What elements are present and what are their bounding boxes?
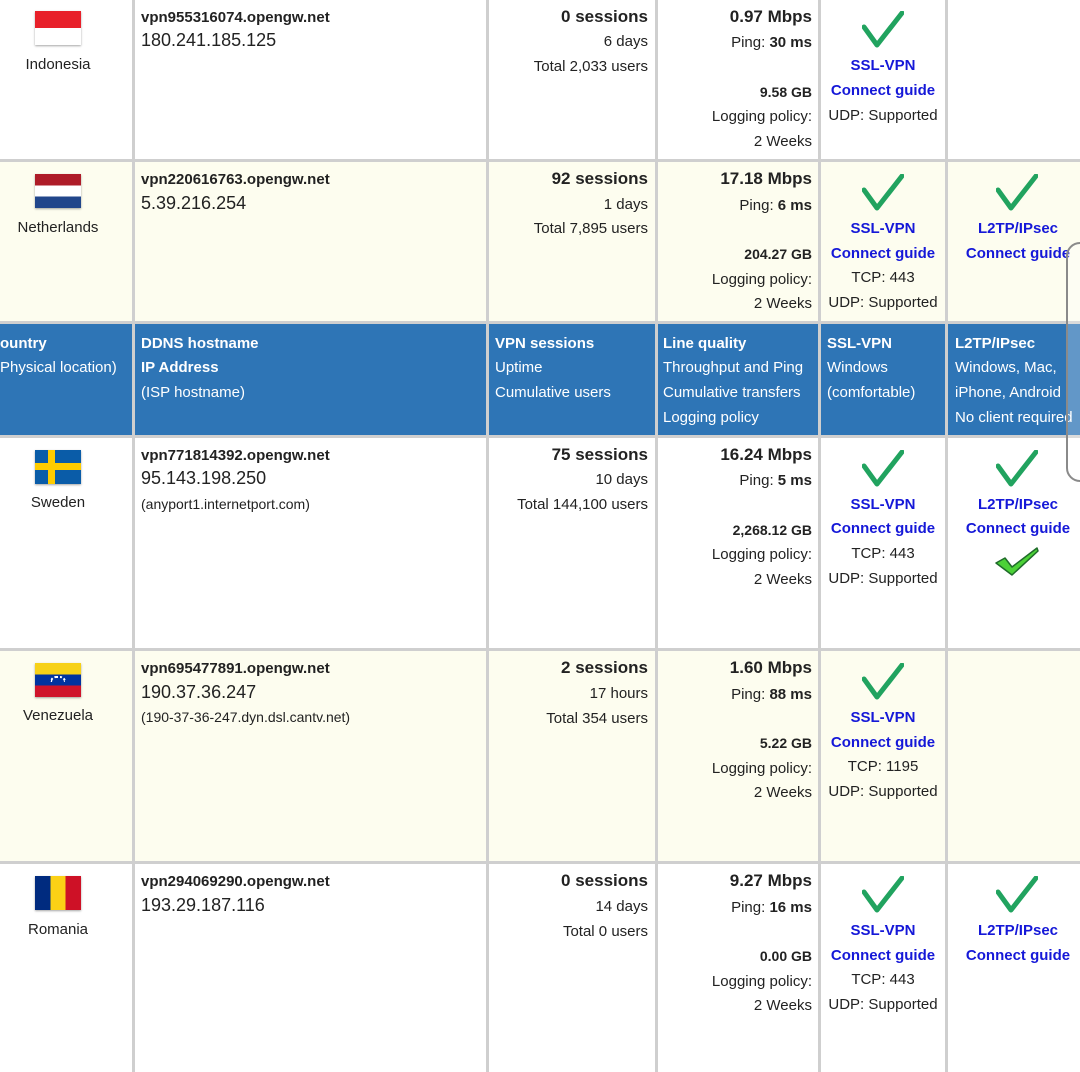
l2tp-connect-guide-link[interactable]: Connect guide [965,245,1071,262]
flag-venezuela-icon [35,663,81,697]
l2tp-checkmark-icon [996,876,1038,914]
header-uptime: Uptime [495,359,543,376]
logging-policy-value: 2 Weeks [753,571,812,588]
column-divider [486,0,489,1072]
ssl-checkmark-icon [862,174,904,212]
throughput: 16.24 Mbps [720,445,812,464]
ddns-hostname: vpn695477891.opengw.net [141,660,330,677]
l2tp-ipsec-link[interactable]: L2TP/IPsec [977,496,1059,513]
row-divider [0,435,1080,438]
ssl-checkmark-icon [862,876,904,914]
l2tp-connect-guide-link[interactable]: Connect guide [965,947,1071,964]
l2tp-ipsec-link[interactable]: L2TP/IPsec [977,922,1059,939]
header-cumulative-users: Cumulative users [495,384,611,401]
logging-policy-label: Logging policy: [711,546,812,563]
header-ip-address: IP Address [141,359,219,376]
flag-indonesia-icon [35,11,81,45]
country-name: Romania [27,921,89,938]
uptime: 17 hours [589,685,648,702]
tcp-port: TCP: 1195 [847,758,919,775]
logging-policy-label: Logging policy: [711,973,812,990]
ping-label: Ping: [731,34,766,51]
ssl-vpn-link[interactable]: SSL-VPN [850,220,916,237]
isp-hostname: (190-37-36-247.dyn.dsl.cantv.net) [141,709,351,725]
ip-address: 5.39.216.254 [141,193,247,213]
ping-label: Ping: [731,899,766,916]
transfer: 9.58 GB [759,84,812,100]
vpn-sessions: 75 sessions [551,445,648,464]
vpn-sessions: 2 sessions [561,658,648,677]
ddns-hostname: vpn220616763.opengw.net [141,171,330,188]
uptime: 14 days [595,898,648,915]
uptime: 1 days [603,196,648,213]
ssl-vpn-link[interactable]: SSL-VPN [850,922,916,939]
flag-romania-icon [35,876,81,910]
udp-support: UDP: Supported [828,294,938,311]
transfer: 2,268.12 GB [732,522,812,538]
ssl-checkmark-icon [862,663,904,701]
udp-support: UDP: Supported [828,996,938,1013]
header-l2tp-mobile: iPhone, Android [955,384,1061,401]
throughput: 17.18 Mbps [720,169,812,188]
logging-policy-label: Logging policy: [711,108,812,125]
isp-hostname: (anyport1.internetport.com) [141,496,310,512]
header-ddns-hostname: DDNS hostname [141,335,259,352]
uptime: 6 days [603,33,648,50]
logging-policy-label: Logging policy: [711,760,812,777]
logging-policy-value: 2 Weeks [753,133,812,150]
recommended-checkmark-icon [994,545,1040,577]
ssl-checkmark-icon [862,450,904,488]
ping [731,686,812,703]
vpn-sessions: 92 sessions [551,169,648,188]
tcp-port: TCP: 443 [851,269,915,286]
row-divider [0,648,1080,651]
header-line-quality: Line quality [663,335,747,352]
column-divider [132,0,135,1072]
header-country: ountry [0,335,47,352]
ping-value: 30 ms [769,34,812,51]
header-l2tp-ipsec: L2TP/IPsec [955,335,1036,352]
flag-netherlands-icon [35,174,81,208]
vpn-sessions: 0 sessions [561,871,648,890]
cumulative-users: Total 7,895 users [533,220,648,237]
header-ssl-comfortable: (comfortable) [827,384,916,401]
transfer: 5.22 GB [759,735,812,751]
row-divider [0,321,1080,324]
ssl-vpn-link[interactable]: SSL-VPN [850,57,916,74]
throughput: 0.97 Mbps [729,7,812,26]
row-divider [0,159,1080,162]
tcp-port: TCP: 443 [851,971,915,988]
column-divider [655,0,658,1072]
ddns-hostname: vpn294069290.opengw.net [141,873,330,890]
cumulative-users: Total 2,033 users [533,58,648,75]
ping-label: Ping: [739,197,774,214]
ssl-vpn-link[interactable]: SSL-VPN [850,496,916,513]
ping [731,899,812,916]
country-name: Netherlands [17,219,99,236]
side-panel-handle[interactable] [1066,242,1080,482]
ping [739,197,812,214]
header-vline [132,324,135,436]
ssl-connect-guide-link[interactable]: Connect guide [830,734,936,751]
udp-support: UDP: Supported [828,107,938,124]
header-ssl-vpn: SSL-VPN [827,335,893,352]
header-l2tp-no-client: No client required [955,409,1073,426]
header-ssl-windows: Windows [827,359,888,376]
udp-support: UDP: Supported [828,570,938,587]
ip-address: 95.143.198.250 [141,468,267,488]
logging-policy-label: Logging policy: [711,271,812,288]
throughput: 9.27 Mbps [729,871,812,890]
cumulative-users: Total 354 users [546,710,648,727]
ssl-connect-guide-link[interactable]: Connect guide [830,520,936,537]
row-divider [0,861,1080,864]
l2tp-connect-guide-link[interactable]: Connect guide [965,520,1071,537]
ssl-vpn-link[interactable]: SSL-VPN [850,709,916,726]
ping-value: 6 ms [777,197,812,214]
country-name: Indonesia [25,56,91,73]
flag-sweden-icon [35,450,81,484]
header-cumulative-transfers: Cumulative transfers [663,384,801,401]
header-isp-hostname: (ISP hostname) [141,384,245,401]
ping-value: 5 ms [777,472,812,489]
logging-policy-value: 2 Weeks [753,997,812,1014]
transfer: 0.00 GB [759,948,812,964]
ddns-hostname: vpn771814392.opengw.net [141,447,330,464]
tcp-port: TCP: 443 [851,545,915,562]
udp-support: UDP: Supported [828,783,938,800]
ping [739,472,812,489]
header-logging-policy: Logging policy [663,409,759,426]
ip-address: 193.29.187.116 [141,895,265,915]
ip-address: 180.241.185.125 [141,30,277,50]
ping [731,34,812,51]
ping-value: 88 ms [769,686,812,703]
cumulative-users: Total 144,100 users [517,496,648,513]
transfer: 204.27 GB [744,246,812,262]
ping-label: Ping: [739,472,774,489]
ssl-checkmark-icon [862,11,904,49]
country-name: Sweden [30,494,86,511]
l2tp-checkmark-icon [996,450,1038,488]
uptime: 10 days [595,471,648,488]
logging-policy-value: 2 Weeks [753,784,812,801]
l2tp-checkmark-icon [996,174,1038,212]
header-l2tp-platforms: Windows, Mac, [955,359,1057,376]
cumulative-users: Total 0 users [562,923,648,940]
ssl-connect-guide-link[interactable]: Connect guide [830,947,936,964]
vpn-sessions: 0 sessions [561,7,648,26]
throughput: 1.60 Mbps [729,658,812,677]
ping-label: Ping: [731,686,766,703]
ddns-hostname: vpn955316074.opengw.net [141,9,330,26]
header-throughput-ping: Throughput and Ping [663,359,804,376]
ping-value: 16 ms [769,899,812,916]
header-physical-location: Physical location) [0,359,117,376]
logging-policy-value: 2 Weeks [753,295,812,312]
l2tp-ipsec-link[interactable]: L2TP/IPsec [977,220,1059,237]
ssl-connect-guide-link[interactable]: Connect guide [830,245,936,262]
ip-address: 190.37.36.247 [141,682,257,702]
country-name: Venezuela [22,707,94,724]
header-vpn-sessions: VPN sessions [495,335,595,352]
ssl-connect-guide-link[interactable]: Connect guide [830,82,936,99]
